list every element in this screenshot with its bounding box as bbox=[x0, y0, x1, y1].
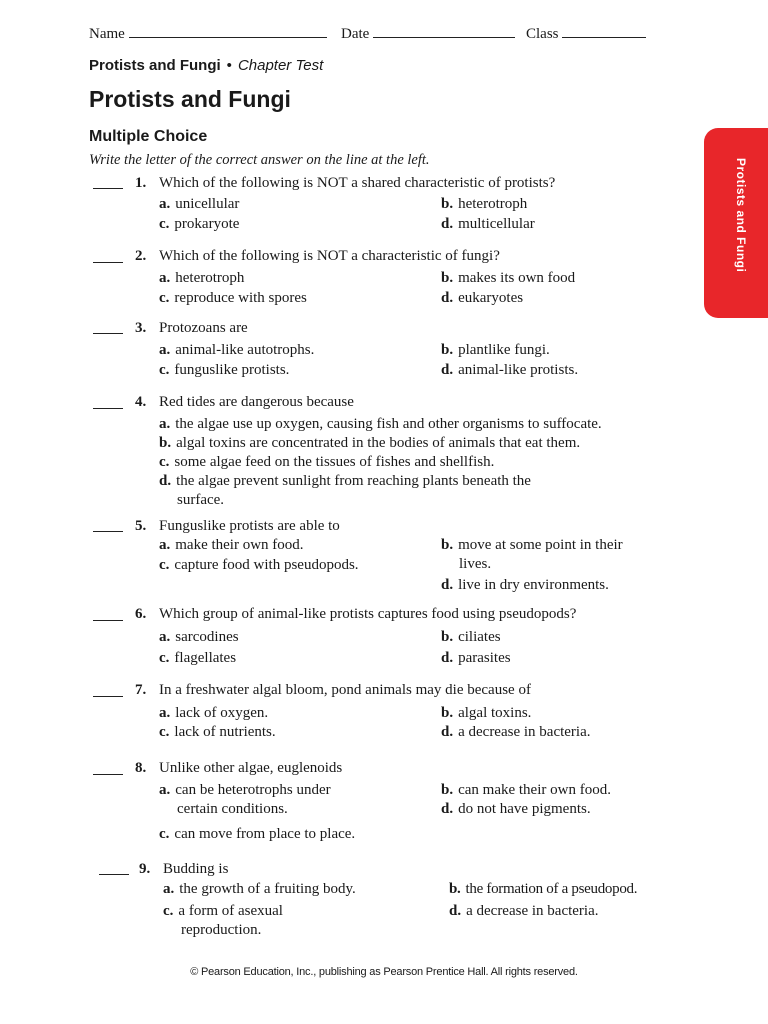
date-input-line[interactable] bbox=[373, 24, 515, 38]
question-stem: Protozoans are bbox=[159, 320, 248, 336]
option-d: d. a decrease in bacteria. bbox=[449, 903, 599, 919]
question-number: 9. bbox=[139, 861, 151, 877]
name-label: Name bbox=[89, 26, 125, 42]
chapter-side-tab-label: Protists and Fungi bbox=[734, 158, 748, 273]
option-c: c. lack of nutrients. bbox=[159, 724, 276, 740]
question-number: 8. bbox=[135, 760, 147, 776]
option-b: b. algal toxins are concentrated in the bodies of animals that eat them. bbox=[159, 435, 581, 451]
option-a: a. the growth of a fruiting body. bbox=[163, 881, 356, 897]
class-field bbox=[526, 24, 646, 43]
date-field bbox=[341, 24, 515, 43]
question-number: 2. bbox=[135, 248, 147, 264]
copyright-footer: © Pearson Education, Inc., publishing as Pearson Prentice Hall. All rights reserved. bbox=[190, 966, 578, 978]
bullet: • bbox=[226, 57, 232, 74]
running-head-subtitle: Chapter Test bbox=[237, 57, 324, 74]
option-b: b. move at some point in their lives. bbox=[441, 537, 623, 572]
option-c: c. reproduce with spores bbox=[159, 290, 307, 306]
option-c: c. capture food with pseudopods. bbox=[159, 557, 359, 573]
class-label: Class bbox=[526, 26, 559, 42]
option-b: b. plantlike fungi. bbox=[441, 342, 550, 358]
answer-blank[interactable] bbox=[93, 262, 123, 263]
option-b: b. can make their own food. bbox=[441, 782, 611, 798]
option-a: a. heterotroph bbox=[159, 270, 245, 286]
name-field bbox=[89, 24, 327, 43]
option-d: d. multicellular bbox=[441, 216, 535, 232]
option-d: d. eukaryotes bbox=[441, 290, 524, 306]
option-b: b. makes its own food bbox=[441, 270, 576, 286]
option-a: a. make their own food. bbox=[159, 537, 304, 553]
option-c: c. prokaryote bbox=[159, 216, 240, 232]
question-stem: Funguslike protists are able to bbox=[159, 518, 340, 534]
answer-blank[interactable] bbox=[93, 696, 123, 697]
page-title: Protists and Fungi bbox=[89, 86, 291, 112]
answer-blank[interactable] bbox=[99, 874, 129, 875]
answer-blank[interactable] bbox=[93, 531, 123, 532]
option-b: b. algal toxins. bbox=[441, 705, 532, 721]
section-heading: Multiple Choice bbox=[89, 128, 208, 145]
instructions: Write the letter of the correct answer on the line at the left. bbox=[89, 152, 430, 168]
answer-blank[interactable] bbox=[93, 620, 123, 621]
option-c: c. flagellates bbox=[159, 650, 237, 666]
answer-blank[interactable] bbox=[93, 188, 123, 189]
option-d: d. a decrease in bacteria. bbox=[441, 724, 591, 740]
option-d: d. live in dry environments. bbox=[441, 577, 609, 593]
answer-blank[interactable] bbox=[93, 408, 123, 409]
option-c: c. some algae feed on the tissues of fishes and shellfish. bbox=[159, 454, 495, 470]
question-stem: Red tides are dangerous because bbox=[159, 394, 354, 410]
question-number: 7. bbox=[135, 682, 147, 698]
option-a: a. animal-like autotrophs. bbox=[159, 342, 315, 358]
running-head bbox=[89, 57, 323, 74]
question-stem: Unlike other algae, euglenoids bbox=[159, 760, 343, 776]
option-a: a. the algae use up oxygen, causing fish and other organisms to suffocate. bbox=[159, 416, 602, 432]
option-c: c. can move from place to place. bbox=[159, 826, 356, 842]
question-number: 4. bbox=[135, 394, 147, 410]
option-d: d. parasites bbox=[441, 650, 511, 666]
option-a: a. sarcodines bbox=[159, 629, 239, 645]
date-label: Date bbox=[341, 26, 370, 42]
option-d: d. the algae prevent sunlight from reaching plants beneath the surface. bbox=[159, 473, 531, 508]
question-number: 6. bbox=[135, 606, 147, 622]
answer-blank[interactable] bbox=[93, 333, 123, 334]
option-a: a. lack of oxygen. bbox=[159, 705, 269, 721]
option-a: a. can be heterotrophs under certain conditions. bbox=[159, 782, 331, 817]
option-d: d. animal-like protists. bbox=[441, 362, 579, 378]
question-stem: Which group of animal-like protists captures food using pseudopods? bbox=[159, 606, 577, 622]
question-number: 1. bbox=[135, 175, 147, 191]
name-input-line[interactable] bbox=[129, 24, 327, 38]
question-stem: Which of the following is NOT a shared characteristic of protists? bbox=[159, 175, 556, 191]
option-c: c. a form of asexual reproduction. bbox=[163, 903, 283, 938]
option-b: b. the formation of a pseudopod. bbox=[449, 881, 638, 897]
question-stem: In a freshwater algal bloom, pond animals may die because of bbox=[159, 682, 531, 698]
option-d: d. do not have pigments. bbox=[441, 801, 591, 817]
running-head-section: Protists and Fungi bbox=[89, 57, 221, 74]
option-b: b. ciliates bbox=[441, 629, 501, 645]
question-stem: Budding is bbox=[163, 861, 229, 877]
option-b: b. heterotroph bbox=[441, 196, 528, 212]
class-input-line[interactable] bbox=[562, 24, 646, 38]
answer-blank[interactable] bbox=[93, 774, 123, 775]
option-c: c. funguslike protists. bbox=[159, 362, 290, 378]
question-number: 3. bbox=[135, 320, 147, 336]
option-a: a. unicellular bbox=[159, 196, 240, 212]
question-number: 5. bbox=[135, 518, 147, 534]
question-stem: Which of the following is NOT a characteristic of fungi? bbox=[159, 248, 500, 264]
